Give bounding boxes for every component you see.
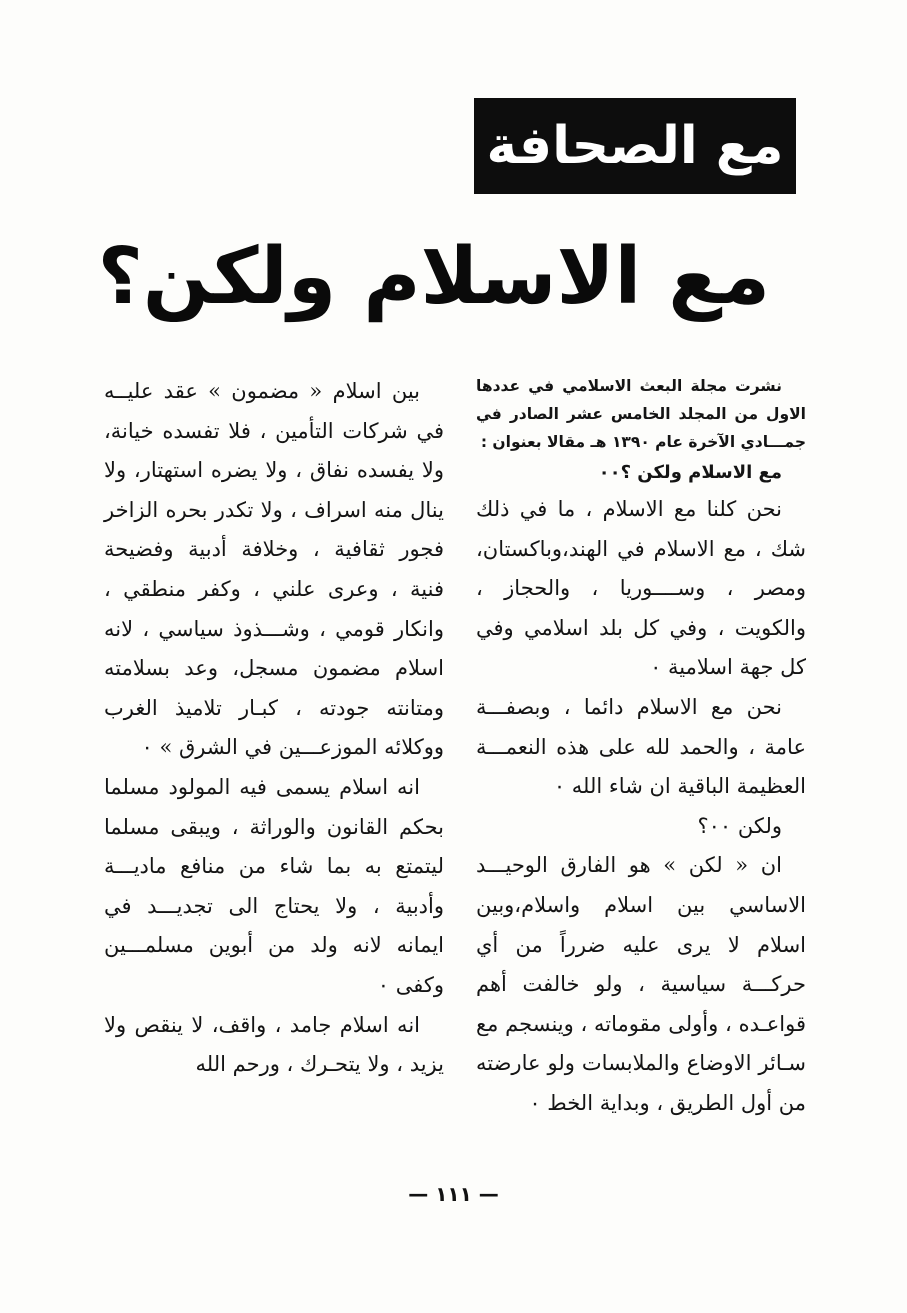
- intro-note: نشرت مجلة البعث الاسلامي في عددها الاول من المجلد الخامس عشر الصادر في جمـــادي الآخرة عام ١٣٩٠ هـ مقالا بعنوان :: [476, 377, 806, 451]
- quoted-heading: مع الاسلام ولكن ؟٠٠: [598, 462, 782, 483]
- paragraph: ان « لكن » هو الفارق الوحيـــد الاساسي بين اسلام واسلام،وبين اسلام لا يرى عليه ضرراً من أي حركـــة سياسية ، ولو خالفت أهم قواعـده ، وأولى مقوماته ، وينسجم مع سـائر الاوضاع والملابسات ولو عارضته من أول الطريق ، وبداية الخط ٠: [476, 853, 806, 1115]
- paragraph: بين اسلام « مضمون » عقد عليــه في شركات التأمين ، فلا تفسده خيانة، ولا يفسده نفاق ، ولا يضره استهتار، ولا ينال منه اسراف ، ولا تكدر بحره الزاخر فجور ثقافية ، وخلافة أدبية وفضيحة فنية ، وعرى علني ، وكفر منطقي ، وانكار قومي ، وشـــذوذ سياسي ، لانه اسلام مضمون مسجل، وعد بسلامته ومتانته جودته ، كبـار تلاميذ الغرب ووكلائه الموزعـــين في الشرق » ٠: [104, 379, 444, 760]
- paragraph: نحن كلنا مع الاسلام ، ما في ذلك شك ، مع الاسلام في الهند،وباكستان، ومصر ، وســــوريا ، والحجاز ، والكويت ، وفي كل بلد اسلامي وفي كل جهة اسلامية ٠: [476, 497, 806, 680]
- left-column: [104, 372, 444, 1085]
- section-banner: [474, 98, 796, 194]
- article-title: مع الاسلام ولكن؟: [97, 232, 770, 322]
- page-number: — ١١١ —: [408, 1182, 499, 1206]
- section-banner-label: مع الصحافة: [486, 116, 784, 176]
- right-column: [476, 372, 806, 1124]
- paragraph: انه اسلام يسمى فيه المولود مسلما بحكم القانون والوراثة ، ويبقى مسلما ليتمتع به بما شاء من منافع ماديـــة وأدبية ، ولا يحتاج الى تجديـــد في ايمانه لانه ولد من أبوين مسلمـــين وكفى ٠: [104, 774, 444, 997]
- paragraph: نحن مع الاسلام دائما ، وبصفـــة عامة ، والحمد لله على هذه النعمـــة العظيمة الباقية ان شاء الله ٠: [476, 694, 806, 799]
- paragraph: انه اسلام جامد ، واقف، لا ينقص ولا يزيد ، ولا يتحـرك ، ورحم الله: [104, 1012, 444, 1077]
- paragraph: ولكن ٠٠؟: [697, 813, 782, 838]
